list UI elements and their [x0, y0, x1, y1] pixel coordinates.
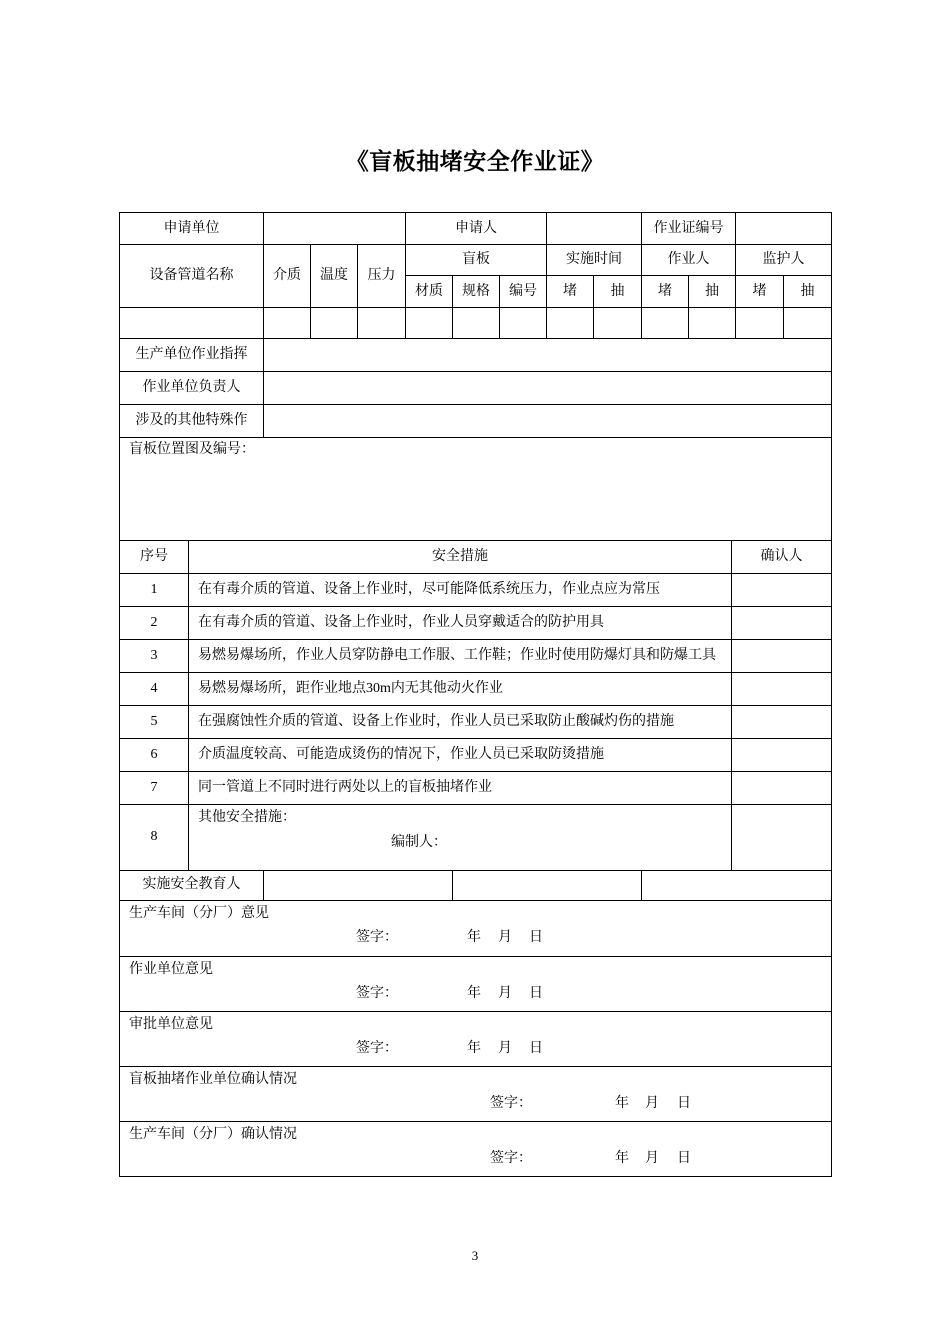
page-title: 《盲板抽堵安全作业证》 [345, 149, 605, 174]
blank-cell [453, 308, 500, 339]
year-label: 年 [615, 1095, 629, 1111]
table-row-other-measures [120, 804, 832, 870]
table-row [120, 771, 832, 804]
time-pull-label: 抽 [594, 276, 642, 308]
approval-label: 生产车间（分厂）确认情况 [129, 1126, 297, 1142]
worker-block-label: 堵 [642, 276, 689, 308]
confirmer-cell [732, 672, 832, 705]
blank-cell [358, 308, 406, 339]
month-label: 月 [498, 930, 512, 945]
production-commander-value [264, 339, 832, 372]
table-row [120, 606, 832, 639]
equipment-name-label: 设备管道名称 [120, 245, 264, 308]
permit-form [119, 212, 831, 1177]
confirmer-cell [732, 771, 832, 804]
guardian-block-label: 堵 [736, 276, 784, 308]
confirmer-cell [732, 573, 832, 606]
production-commander-label: 生产单位作业指挥 [120, 339, 264, 372]
blank-cell [642, 308, 689, 339]
month-label: 月 [498, 985, 512, 1001]
day-label: 日 [677, 1150, 691, 1166]
serial-number: 4 [120, 672, 189, 705]
table-row [120, 639, 832, 672]
signature-label: 签字： [356, 930, 398, 945]
temperature-label: 温度 [311, 245, 358, 308]
other-special-work-label: 涉及的其他特殊作 [120, 405, 264, 438]
table-row-approval [120, 1011, 832, 1066]
day-label: 日 [677, 1095, 691, 1111]
signature-label: 签字： [490, 1150, 532, 1166]
location-diagram-label: 盲板位置图及编号： [129, 442, 255, 457]
safety-measures-table [119, 541, 832, 871]
work-unit-leader-value [264, 372, 832, 405]
day-label: 日 [529, 985, 543, 1001]
time-block-label: 堵 [547, 276, 594, 308]
table-row-other-special-work [120, 405, 832, 438]
year-label: 年 [615, 1150, 629, 1166]
table-row-approval [120, 1066, 832, 1121]
other-measures-label: 其他安全措施： [198, 809, 296, 825]
approval-cell [120, 1122, 831, 1176]
confirmer-cell [732, 705, 832, 738]
year-label: 年 [467, 1040, 481, 1056]
approval-td [120, 1121, 832, 1176]
applicant-label: 申请人 [406, 213, 547, 245]
serial-number-header: 序号 [120, 541, 189, 573]
approval-td [120, 901, 832, 956]
serial-number: 7 [120, 771, 189, 804]
safety-measure-header: 安全措施 [189, 541, 732, 573]
permit-number-label: 作业证编号 [642, 213, 736, 245]
table-row-safety-header [120, 541, 832, 573]
month-label: 月 [645, 1150, 659, 1166]
blank-cell [689, 308, 736, 339]
blank-cell [120, 308, 264, 339]
table-row-equipment-blank [120, 308, 832, 339]
location-diagram-cell [120, 438, 832, 541]
signature-label: 签字： [490, 1095, 532, 1111]
safety-education-label: 实施安全教育人 [120, 871, 264, 901]
blank-cell [594, 308, 642, 339]
table-row [120, 705, 832, 738]
blank-cell [311, 308, 358, 339]
confirmer-cell [732, 639, 832, 672]
blank-cell [736, 308, 784, 339]
safety-measure-text: 在强腐蚀性介质的管道、设备上作业时，作业人员已采取防止酸碱灼伤的措施 [189, 705, 732, 738]
blank-cell [264, 308, 311, 339]
safety-measure-text: 同一管道上不同时进行两处以上的盲板抽堵作业 [189, 771, 732, 804]
signature-label: 签字： [356, 1040, 398, 1056]
approval-td [120, 956, 832, 1011]
blank-cell [784, 308, 832, 339]
table-row-approval [120, 1121, 832, 1176]
blank-cell [264, 871, 453, 901]
serial-number: 1 [120, 573, 189, 606]
guardian-pull-label: 抽 [784, 276, 832, 308]
approval-td [120, 1066, 832, 1121]
medium-label: 介质 [264, 245, 311, 308]
material-label: 材质 [406, 276, 453, 308]
table-row-approval [120, 956, 832, 1011]
approval-cell [120, 901, 831, 955]
serial-number: 5 [120, 705, 189, 738]
approval-td [120, 1011, 832, 1066]
day-label: 日 [529, 1040, 543, 1056]
table-row-production-commander [120, 339, 832, 372]
approval-label: 审批单位意见 [129, 1016, 213, 1032]
education-table [119, 871, 832, 902]
blank-cell [453, 871, 642, 901]
confirmer-cell [732, 606, 832, 639]
table-row-education [120, 871, 832, 901]
approval-cell [120, 1067, 831, 1121]
blank-cell [406, 308, 453, 339]
blind-plate-label: 盲板 [406, 245, 547, 276]
approval-label: 生产车间（分厂）意见 [129, 906, 269, 921]
month-label: 月 [498, 1040, 512, 1056]
other-measures-cell [189, 804, 732, 870]
approval-label: 盲板抽堵作业单位确认情况 [129, 1071, 297, 1087]
month-label: 月 [645, 1095, 659, 1111]
compiler-label: 编制人： [391, 834, 447, 850]
blank-cell [500, 308, 547, 339]
year-label: 年 [467, 985, 481, 1001]
safety-measure-text: 在有毒介质的管道、设备上作业时，尽可能降低系统压力，作业点应为常压 [189, 573, 732, 606]
table-row-location-diagram [120, 438, 832, 541]
guardian-label: 监护人 [736, 245, 832, 276]
signature-label: 签字： [356, 985, 398, 1001]
worker-pull-label: 抽 [689, 276, 736, 308]
confirmer-cell [732, 738, 832, 771]
safety-measure-text: 易燃易爆场所，距作业地点30m内无其他动火作业 [189, 672, 732, 705]
serial-number: 3 [120, 639, 189, 672]
number-label: 编号 [500, 276, 547, 308]
applicant-unit-value [264, 213, 406, 245]
blank-cell [642, 871, 832, 901]
table-row [120, 738, 832, 771]
serial-number: 6 [120, 738, 189, 771]
page-number: 3 [471, 1248, 479, 1263]
table-row-work-unit-leader [120, 372, 832, 405]
permit-info-table [119, 212, 832, 541]
blank-cell [547, 308, 594, 339]
table-row-applicant [120, 213, 832, 245]
pressure-label: 压力 [358, 245, 406, 308]
spec-label: 规格 [453, 276, 500, 308]
approval-cell [120, 1012, 831, 1066]
implementation-time-label: 实施时间 [547, 245, 642, 276]
safety-measure-text: 在有毒介质的管道、设备上作业时，作业人员穿戴适合的防护用具 [189, 606, 732, 639]
other-measures-content [189, 805, 731, 870]
table-row-approval [120, 901, 832, 956]
permit-number-value [736, 213, 832, 245]
safety-measure-text: 易燃易爆场所，作业人员穿防静电工作服、工作鞋；作业时使用防爆灯具和防爆工具 [189, 639, 732, 672]
approvals-table [119, 901, 832, 1177]
confirmer-cell [732, 804, 832, 870]
applicant-value [547, 213, 642, 245]
table-row [120, 672, 832, 705]
safety-measure-text: 介质温度较高、可能造成烫伤的情况下，作业人员已采取防烫措施 [189, 738, 732, 771]
other-special-work-value [264, 405, 832, 438]
approval-cell [120, 957, 831, 1011]
table-row [120, 573, 832, 606]
approval-label: 作业单位意见 [129, 961, 213, 977]
applicant-unit-label: 申请单位 [120, 213, 264, 245]
serial-number: 2 [120, 606, 189, 639]
confirmer-header: 确认人 [732, 541, 832, 573]
day-label: 日 [529, 930, 543, 945]
serial-number: 8 [120, 804, 189, 870]
table-row-equipment-header [120, 245, 832, 276]
work-unit-leader-label: 作业单位负责人 [120, 372, 264, 405]
year-label: 年 [467, 930, 481, 945]
worker-label: 作业人 [642, 245, 736, 276]
